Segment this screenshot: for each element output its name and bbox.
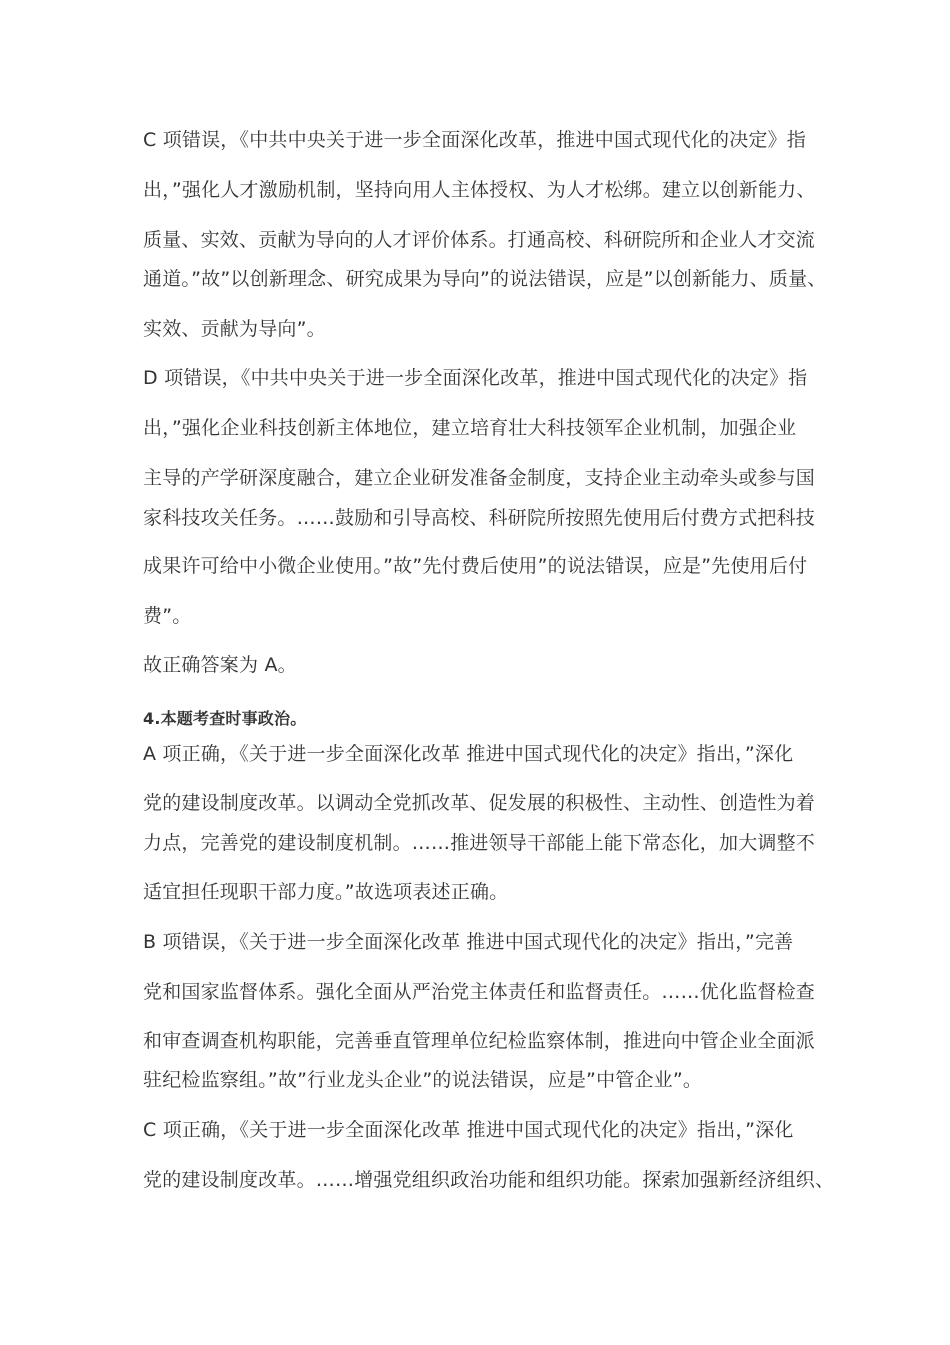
text-line: 党和国家监督体系。强化全面从严治党主体责任和监督责任。……优化监督检查 bbox=[143, 981, 816, 1003]
text-line: C 项正确，《关于进一步全面深化改革 推进中国式现代化的决定》指出，”深化 bbox=[143, 1119, 794, 1141]
text-line: 出，”强化企业科技创新主体地位，建立培育壮大科技领军企业机制，加强企业 bbox=[143, 417, 797, 439]
text-line: 主导的产学研深度融合，建立企业研发准备金制度，支持企业主动牵头或参与国 bbox=[143, 467, 816, 489]
text-line: 质量、实效、贡献为导向的人才评价体系。打通高校、科研院所和企业人才交流 bbox=[143, 229, 816, 251]
text-line: 适宜担任现职干部力度。”故选项表述正确。 bbox=[143, 881, 509, 903]
text-line: C 项错误，《中共中央关于进一步全面深化改革，推进中国式现代化的决定》指 bbox=[143, 129, 807, 151]
text-line: 费”。 bbox=[143, 605, 192, 627]
text-line: D 项错误，《中共中央关于进一步全面深化改革，推进中国式现代化的决定》指 bbox=[143, 367, 808, 389]
text-line: 故正确答案为 A。 bbox=[143, 654, 297, 676]
text-line: 力点，完善党的建设制度机制。……推进领导干部能上能下常态化，加大调整不 bbox=[143, 832, 816, 854]
text-line: B 项错误，《关于进一步全面深化改革 推进中国式现代化的决定》指出，”完善 bbox=[143, 931, 794, 953]
text-line: 成果许可给中小微企业使用。”故”先付费后使用”的说法错误，应是”先使用后付 bbox=[143, 555, 808, 577]
text-line: 通道。”故”以创新理念、研究成果为导向”的说法错误，应是”以创新能力、质量、 bbox=[143, 268, 827, 290]
text-line: 家科技攻关任务。……鼓励和引导高校、科研院所按照先使用后付费方式把科技 bbox=[143, 507, 816, 529]
text-line: 党的建设制度改革。……增强党组织政治功能和组织功能。探索加强新经济组织、 bbox=[143, 1169, 835, 1191]
text-line: 和审查调查机构职能，完善垂直管理单位纪检监察体制，推进向中管企业全面派 bbox=[143, 1030, 816, 1052]
text-line: A 项正确，《关于进一步全面深化改革 推进中国式现代化的决定》指出，”深化 bbox=[143, 743, 794, 765]
question-heading: 4.本题考查时事政治。 bbox=[143, 709, 307, 728]
text-line: 实效、贡献为导向”。 bbox=[143, 318, 326, 340]
text-line: 驻纪检监察组。”故”行业龙头企业”的说法错误，应是”中管企业”。 bbox=[143, 1069, 703, 1091]
text-line: 出，”强化人才激励机制，坚持向用人主体授权、为人才松绑。建立以创新能力、 bbox=[143, 179, 816, 201]
text-line: 党的建设制度改革。以调动全党抓改革、促发展的积极性、主动性、创造性为着 bbox=[143, 792, 816, 814]
